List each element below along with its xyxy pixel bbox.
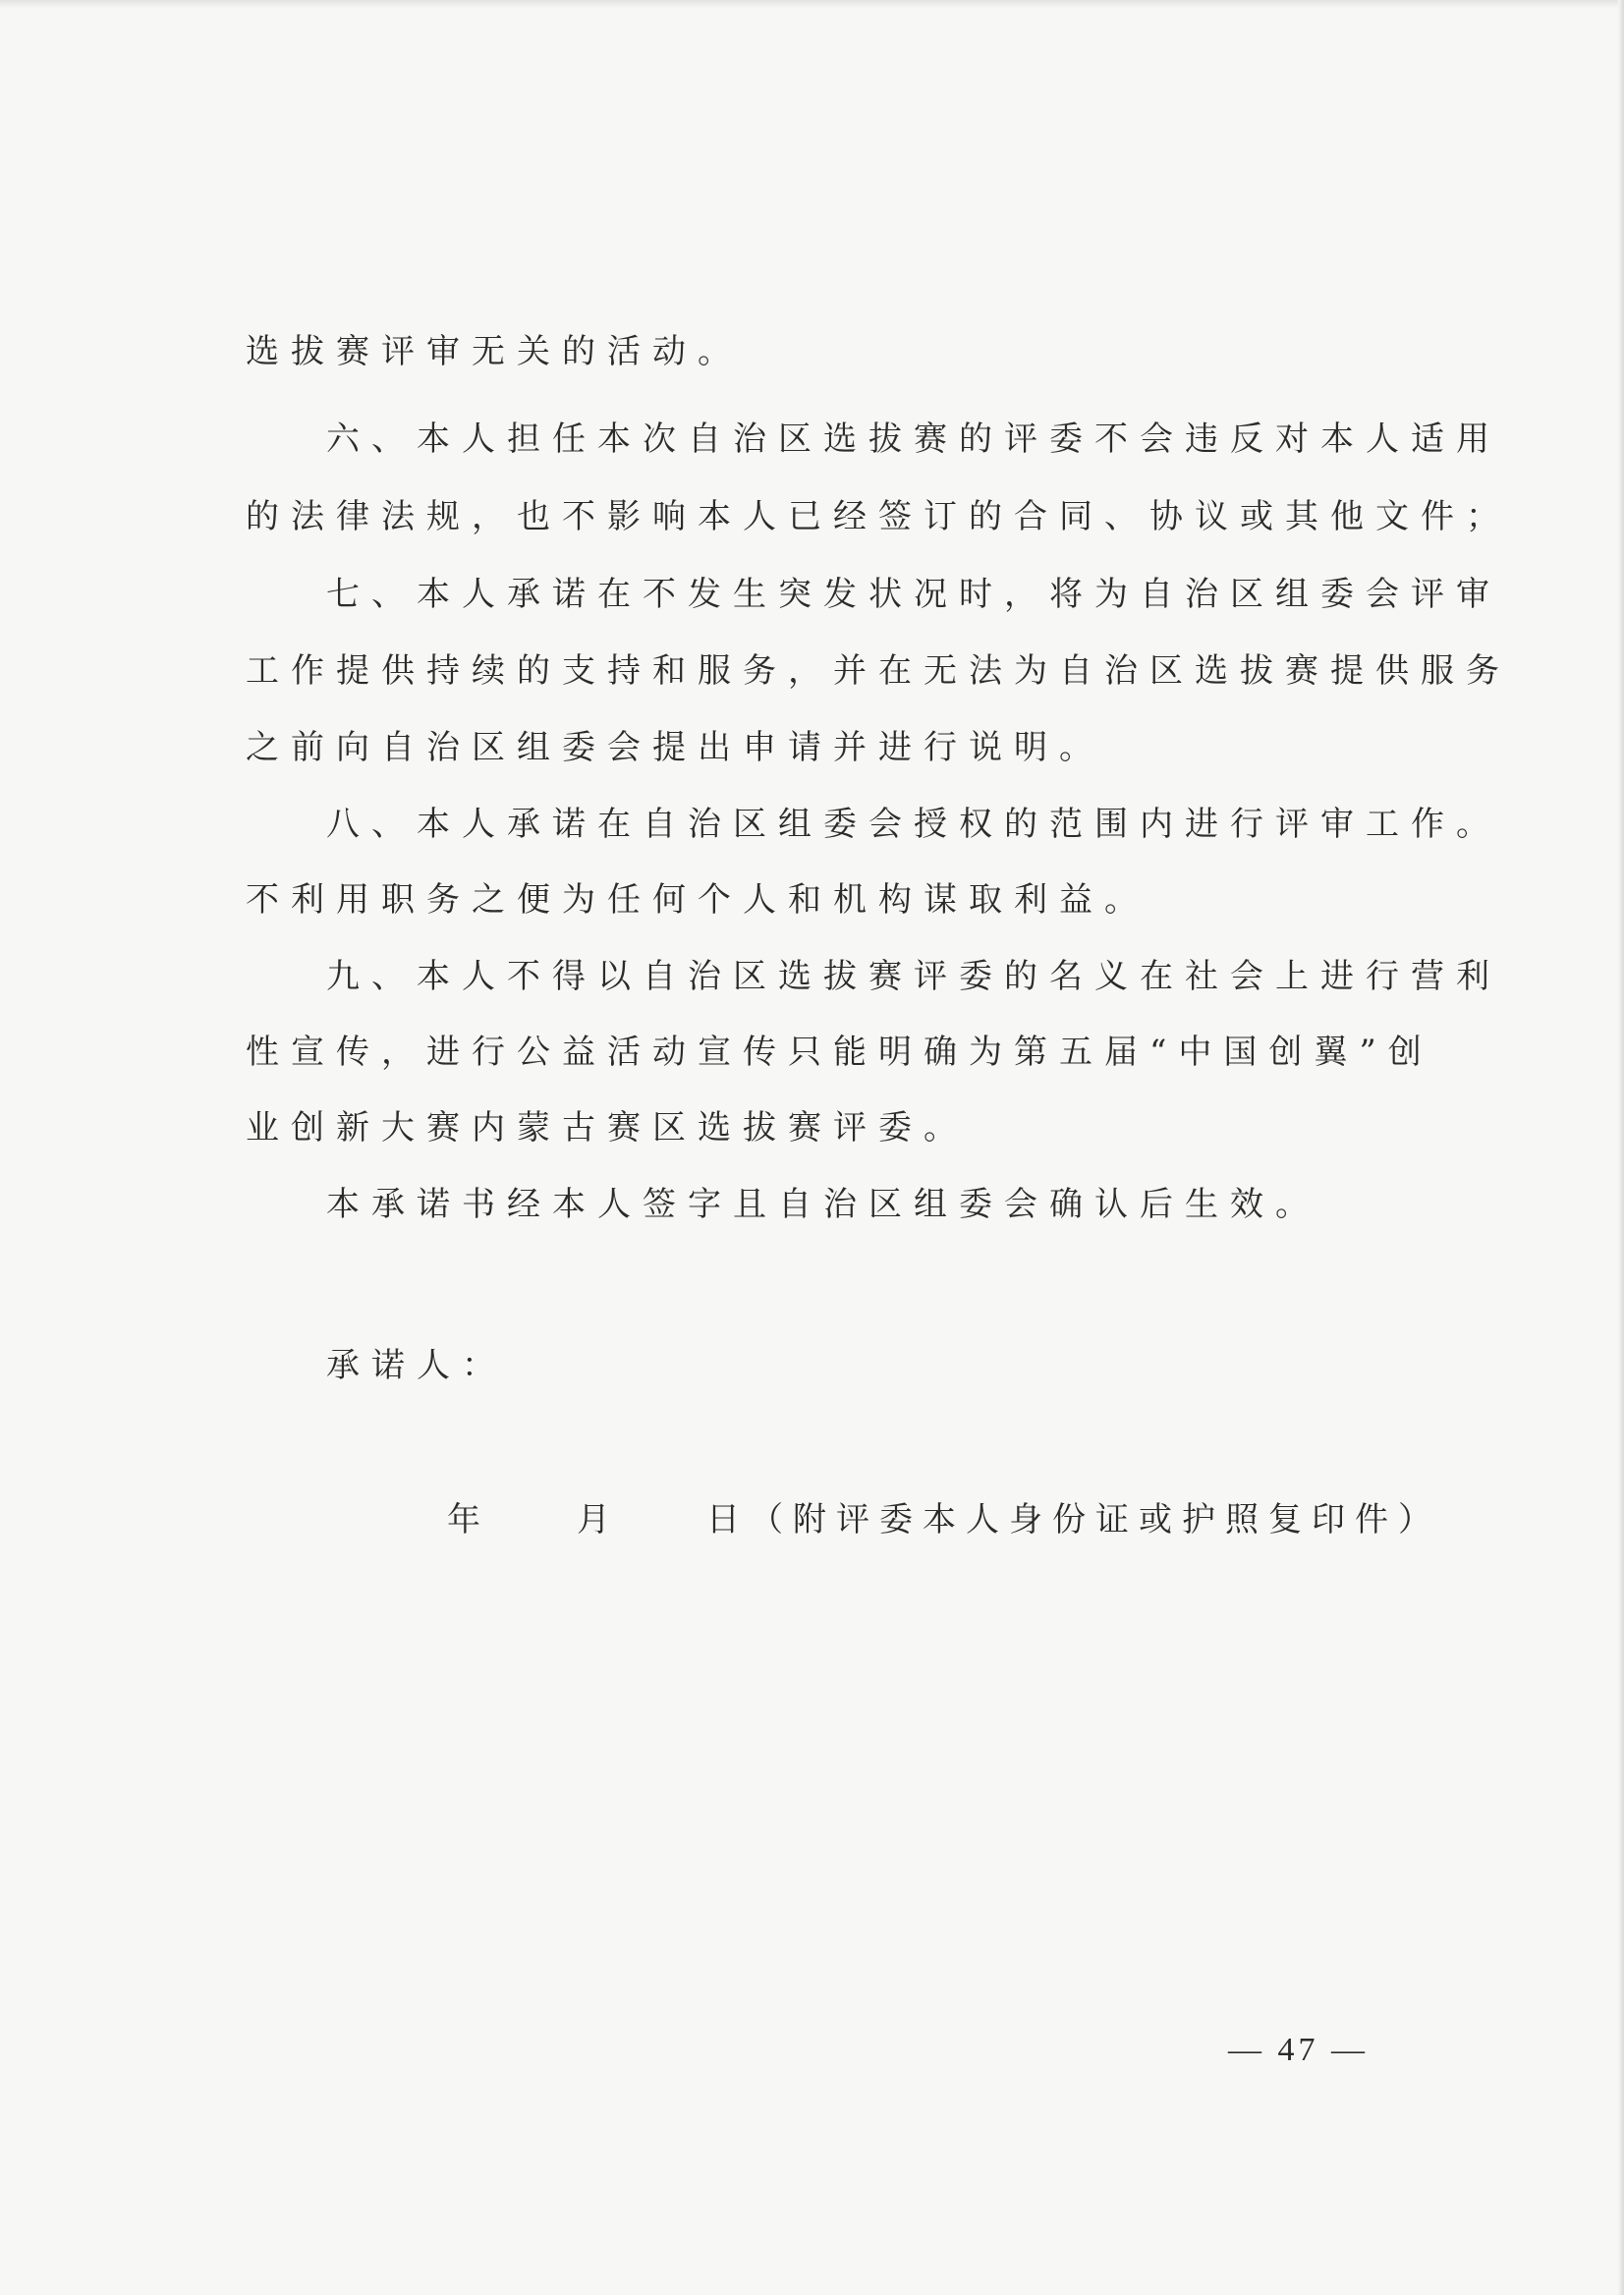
signature-label: 承诺人：: [326, 1346, 507, 1385]
page-number: — 47 —: [1228, 2032, 1369, 2068]
text-line-6: 之前向自治区组委会提出申请并进行说明。: [246, 728, 1104, 767]
text-line-7: 八、本人承诺在自治区组委会授权的范围内进行评审工作。: [326, 805, 1501, 844]
text-line-8: 不利用职务之便为任何个人和机构谋取利益。: [246, 880, 1149, 920]
scan-edge-top: [0, 0, 1624, 8]
text-line-11: 业创新大赛内蒙古赛区选拔赛评委。: [246, 1108, 969, 1148]
text-line-9: 九、本人不得以自治区选拔赛评委的名义在社会上进行营利: [326, 957, 1501, 996]
date-line: 年 月 日（附评委本人身份证或护照复印件）: [447, 1500, 1441, 1539]
text-line-2: 六、本人担任本次自治区选拔赛的评委不会违反对本人适用: [326, 420, 1501, 459]
text-line-1: 选拔赛评审无关的活动。: [246, 332, 743, 371]
text-line-5: 工作提供持续的支持和服务，并在无法为自治区选拔赛提供服务: [246, 651, 1511, 691]
scan-edge-right: [1618, 0, 1624, 2295]
text-line-3: 的法律法规，也不影响本人已经签订的合同、协议或其他文件；: [246, 497, 1511, 536]
text-line-4: 七、本人承诺在不发生突发状况时，将为自治区组委会评审: [326, 575, 1501, 614]
text-line-12: 本承诺书经本人签字且自治区组委会确认后生效。: [326, 1185, 1320, 1224]
text-line-10: 性宣传，进行公益活动宣传只能明确为第五届“中国创翼”创: [246, 1033, 1433, 1072]
